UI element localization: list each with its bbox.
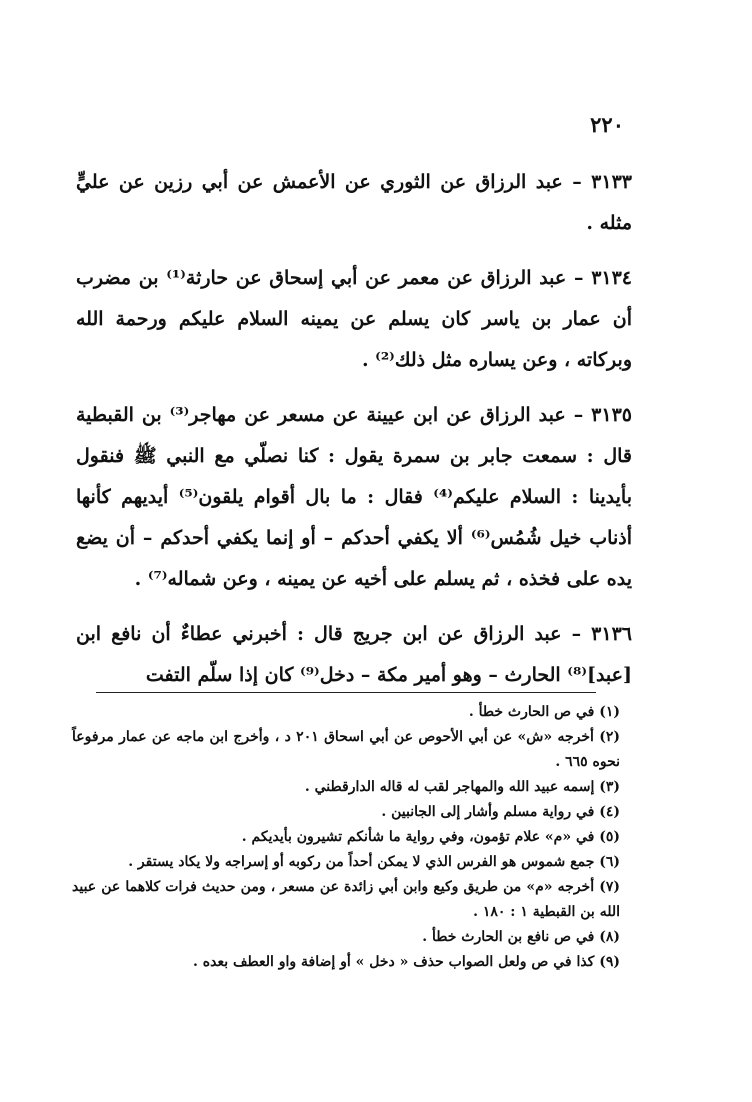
footnote-text: أخرجه «م» من طريق وكيع وابن أبي زائدة عن مسعر ، ومن حديث فرات كلاهما عن عبيد الله بن القبطية ١ : ١٨٠ . (72, 879, 620, 920)
footnote-text: كذا في ص ولعل الصواب حذف « دخل » أو إضافة واو العطف بعده . (193, 954, 600, 970)
footnote-number: (٣) (599, 779, 620, 795)
hadith-text: – عبد الرزاق عن الثوري عن الأعمش عن أبي رزين عن عليٍّ مثله . (76, 171, 632, 234)
footnote-number: (٩) (599, 954, 620, 970)
hadith-number: ٣١٣٥ (591, 404, 632, 426)
footnote (72, 925, 632, 950)
footnote (72, 700, 632, 725)
footnote-text: في ص الحارث خطأ . (468, 704, 600, 720)
footnote-text: أخرجه «ش» عن أبي الأحوص عن أبي اسحاق ٢٠١ د ، وأخرج ابن ماجه عن عمار مرفوعاً نحوه ٦٦٥ . (72, 729, 620, 770)
footnote-number: (٧) (599, 879, 620, 895)
footnote-number: (٥) (599, 829, 620, 845)
footnote-number: (٤) (599, 804, 620, 820)
footnotes (72, 700, 632, 975)
hadith-text: – عبد الرزاق عن معمر عن أبي إسحاق عن حارثة⁽¹⁾ بن مضرب أن عمار بن ياسر كان يسلم عن يمينه السلام عليكم ورحمة الله وبركاته ، وعن يساره مثل ذلك⁽²⁾ . (76, 267, 632, 371)
footnote (72, 950, 632, 975)
footnote (72, 875, 632, 925)
hadith-paragraph (76, 395, 632, 600)
footnote-number: (٨) (599, 929, 620, 945)
footnote (72, 825, 632, 850)
footnote-number: (٦) (599, 854, 620, 870)
footnote (72, 725, 632, 775)
footnote-text: جمع شموس هو الفرس الذي لا يمكن أحداً من ركوبه أو إسراجه ولا يكاد يستقر . (128, 854, 600, 870)
page-number: ٢٢٠ (590, 112, 624, 137)
main-text (76, 162, 632, 710)
hadith-paragraph (76, 162, 632, 244)
hadith-paragraph (76, 614, 632, 696)
footnote-divider (96, 692, 596, 693)
footnote (72, 800, 632, 825)
footnote-text: في ص نافع بن الحارث خطأ . (422, 929, 600, 945)
hadith-text: – عبد الرزاق عن ابن عيينة عن مسعر عن مهاجر⁽³⁾ بن القبطية قال : سمعت جابر بن سمرة يقول : كنا نصلّي مع النبي ﷺ فنقول بأيدينا : السلام عليكم⁽⁴⁾ فقال : ما بال أقوام يلقون⁽⁵⁾ أيديهم كأنها أذناب خيل شُمُس⁽⁶⁾ ألا يكفي أحدكم – أو إنما يكفي أحدكم – أن يضع يده على فخذه ، ثم يسلم على أخيه عن يمينه ، وعن شماله⁽⁷⁾ . (76, 404, 632, 590)
footnote-number: (١) (599, 704, 620, 720)
footnote (72, 850, 632, 875)
hadith-text: – عبد الرزاق عن ابن جريج قال : أخبرني عطاءٌ أن نافع ابن [عبد]⁽⁸⁾ الحارث – وهو أمير مكة – دخل⁽⁹⁾ كان إذا سلّم التفت (76, 623, 632, 686)
hadith-number: ٣١٣٦ (591, 623, 632, 645)
footnote (72, 775, 632, 800)
hadith-paragraph (76, 258, 632, 381)
footnote-text: في رواية مسلم وأشار إلى الجانبين . (381, 804, 600, 820)
footnote-text: إسمه عبيد الله والمهاجر لقب له قاله الدارقطني . (304, 779, 600, 795)
hadith-number: ٣١٣٣ (591, 171, 632, 193)
footnote-number: (٢) (599, 729, 620, 745)
hadith-number: ٣١٣٤ (591, 267, 633, 289)
footnote-text: في «م» علام تؤمون، وفي رواية ما شأنكم تشيرون بأيديكم . (241, 829, 600, 845)
